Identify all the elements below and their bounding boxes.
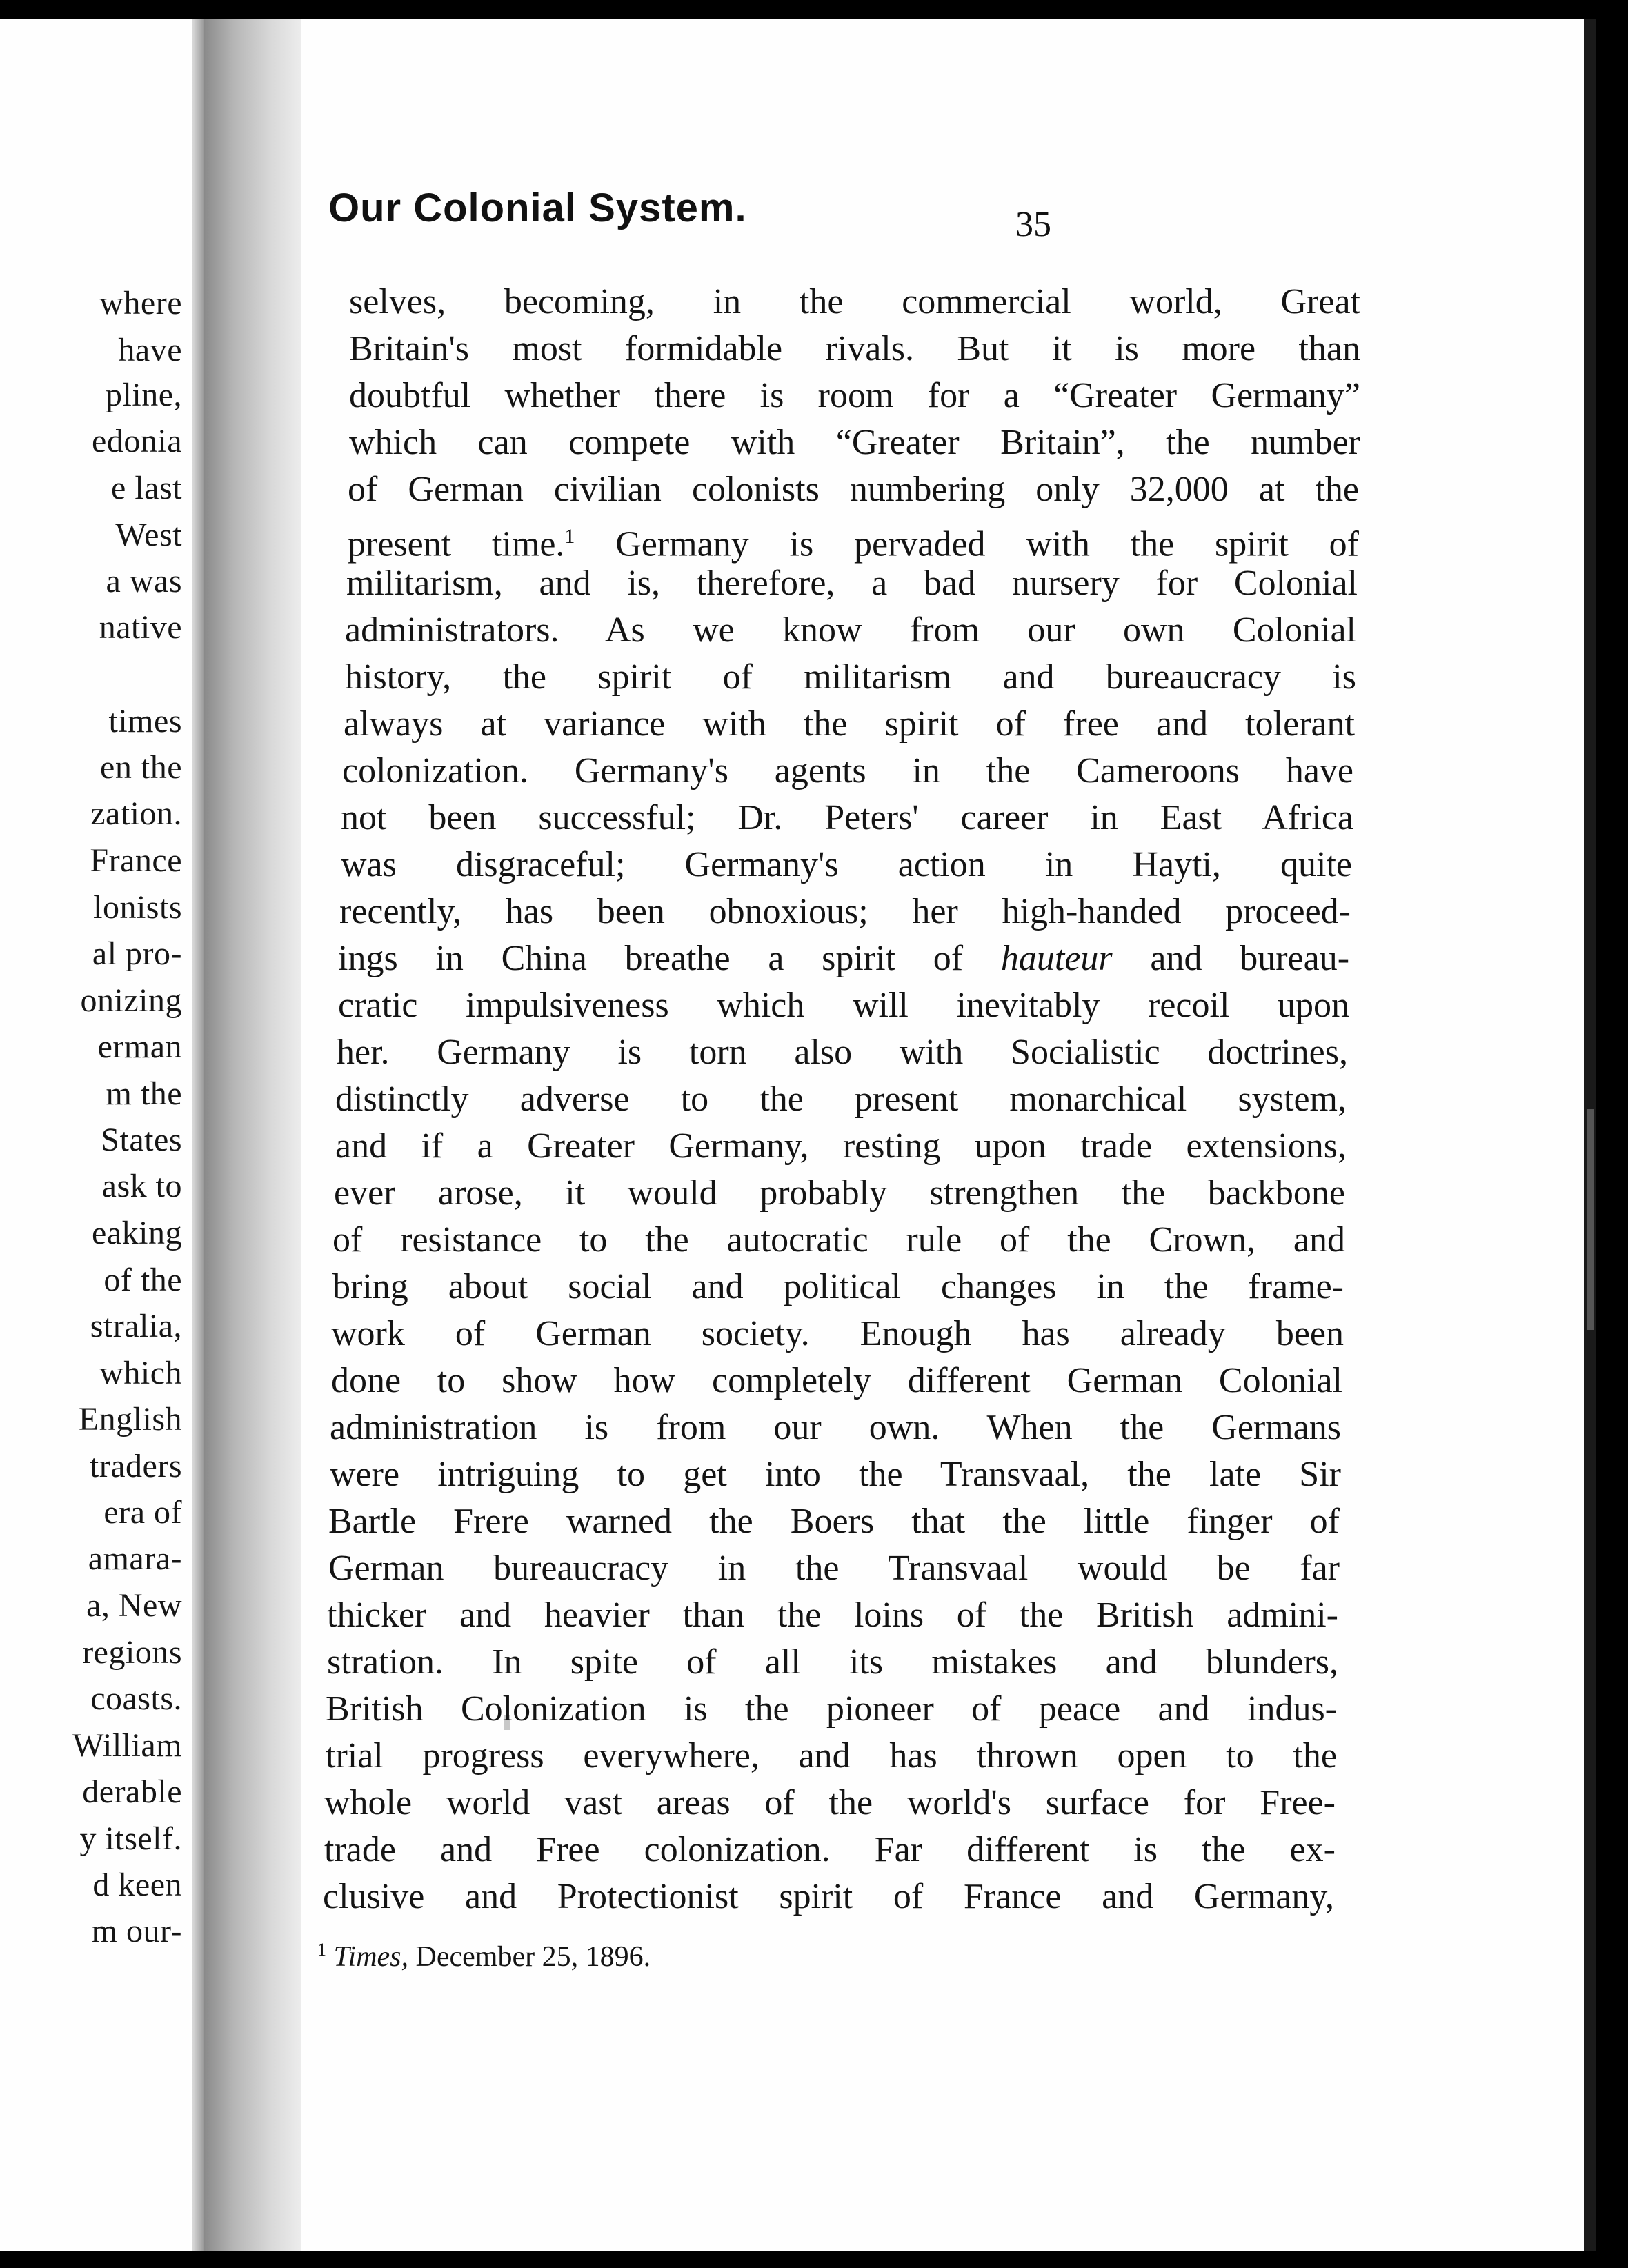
footnote	[317, 1940, 651, 1973]
body-line	[323, 1876, 1334, 1918]
body-line-text: doubtful whether there is room for a “Greater Germany”	[349, 376, 1360, 415]
body-line	[326, 1689, 1337, 1730]
body-line-text: of German civilian colonists numbering only 32,000 at the	[348, 470, 1359, 509]
body-line	[328, 1548, 1340, 1589]
left-page-line: en the	[100, 749, 182, 786]
running-header-title: Our Colonial System.	[328, 186, 747, 230]
body-line	[348, 469, 1359, 510]
body-line-text: and if a Greater Germany, resting upon trade extensions,	[335, 1126, 1347, 1166]
left-page-line: m our-	[91, 1913, 182, 1949]
body-line-text: German bureaucracy in the Transvaal would be far	[328, 1549, 1340, 1588]
left-page-line: erman	[97, 1028, 182, 1065]
body-line	[338, 985, 1349, 1026]
body-line	[341, 797, 1353, 839]
left-page-line: era of	[103, 1494, 182, 1531]
body-line-text: not been successful; Dr. Peters' career in East Africa	[341, 798, 1353, 837]
body-line-text: whole world vast areas of the world's surface for Free-	[324, 1783, 1336, 1822]
body-line	[345, 657, 1356, 698]
body-line	[324, 1782, 1336, 1824]
footnote-marker: 1	[317, 1940, 326, 1960]
body-line-continuation: and bureau-	[1150, 939, 1350, 978]
body-line-text: always at variance with the spirit of free and tolerant	[344, 704, 1355, 744]
left-page-line: amara-	[88, 1540, 182, 1577]
body-line-text: ever arose, it would probably strengthen the backbone	[334, 1173, 1345, 1213]
body-line-text: thicker and heavier than the loins of the British admini-	[327, 1595, 1338, 1635]
left-page-line: a was	[106, 563, 182, 599]
left-page-line: ask to	[101, 1168, 182, 1204]
body-line	[335, 1126, 1347, 1167]
left-page-line: have	[118, 332, 182, 368]
body-line	[332, 1266, 1344, 1308]
left-page-line: West	[115, 517, 182, 553]
left-page-line: William	[72, 1727, 182, 1764]
left-page-line: onizing	[80, 982, 182, 1019]
left-page-line: eaking	[92, 1215, 182, 1251]
left-page-line: lonists	[93, 889, 182, 926]
body-line	[348, 516, 1359, 565]
left-page-line: a, New	[86, 1587, 182, 1624]
body-line	[326, 1735, 1337, 1777]
left-page-line: y itself.	[79, 1820, 182, 1857]
body-line-text: administration is from our own. When the Germans	[330, 1408, 1341, 1447]
body-line	[349, 422, 1360, 464]
body-line	[334, 1173, 1345, 1214]
body-line-text: of resistance to the autocratic rule of the Crown, and	[332, 1220, 1345, 1260]
left-page-line: stralia,	[90, 1308, 182, 1344]
body-line	[338, 938, 1349, 979]
body-line	[346, 563, 1358, 604]
left-page-line: where	[99, 285, 182, 321]
footnote-date: December 25, 1896.	[415, 1941, 651, 1973]
left-page-line: native	[99, 609, 182, 646]
body-line-text: was disgraceful; Germany's action in Hayti, quite	[341, 845, 1352, 884]
footnote-reference: 1	[564, 525, 575, 548]
body-line-text: ings in China breathe a spirit of	[338, 939, 964, 978]
left-page-line: times	[108, 703, 182, 739]
left-page-line: zation.	[90, 795, 182, 832]
body-line	[327, 1642, 1338, 1683]
body-line	[335, 1079, 1347, 1120]
body-line-text: trade and Free colonization. Far different is the ex-	[324, 1830, 1336, 1869]
body-line-continuation: Germany is pervaded with the spirit of	[615, 524, 1359, 564]
left-page-line: traders	[89, 1448, 182, 1484]
left-page	[0, 19, 204, 2251]
body-line	[349, 281, 1360, 323]
book-gutter-shadow	[204, 19, 301, 2251]
left-page-line: of the	[103, 1262, 182, 1298]
left-page-line: derable	[82, 1773, 182, 1810]
body-line	[345, 610, 1356, 651]
body-line	[349, 375, 1360, 417]
left-page-line: m the	[106, 1075, 182, 1112]
body-line-text: selves, becoming, in the commercial world, Great	[349, 282, 1360, 321]
body-line-text: clusive and Protectionist spirit of France and Germany,	[323, 1877, 1334, 1916]
body-line	[324, 1829, 1336, 1871]
body-line-text: history, the spirit of militarism and bureaucracy is	[345, 657, 1356, 697]
body-line	[332, 1220, 1345, 1261]
body-line	[342, 750, 1353, 792]
body-line-text: stration. In spite of all its mistakes and blunders,	[327, 1642, 1338, 1682]
left-page-line: edonia	[92, 423, 182, 459]
body-line-text: trial progress everywhere, and has thrown open to the	[326, 1736, 1337, 1775]
left-page-line: al pro-	[92, 935, 182, 972]
body-line-text: her. Germany is torn also with Socialistic doctrines,	[337, 1033, 1348, 1072]
body-line-text: done to show how completely different German Colonial	[331, 1361, 1342, 1400]
body-line-text: bring about social and political changes in the frame-	[332, 1267, 1344, 1306]
left-page-line: France	[90, 842, 182, 879]
body-line-text: which can compete with “Greater Britain”, the number	[349, 423, 1360, 462]
body-line	[339, 891, 1351, 933]
body-line-text: Britain's most formidable rivals. But it is more than	[349, 329, 1360, 368]
body-line	[331, 1313, 1344, 1355]
body-line-text: work of German society. Enough has already been	[331, 1314, 1344, 1353]
body-line-text: colonization. Germany's agents in the Cameroons have	[342, 751, 1353, 790]
body-line	[327, 1595, 1338, 1636]
body-line	[330, 1407, 1341, 1449]
body-line	[337, 1032, 1348, 1073]
left-page-edge-shadow	[192, 19, 204, 2251]
body-line-text: cratic impulsiveness which will inevitably recoil upon	[338, 986, 1349, 1025]
right-edge-streak	[1587, 1109, 1594, 1330]
body-line	[331, 1360, 1342, 1402]
left-page-line: English	[78, 1401, 182, 1438]
body-line-text: Bartle Frere warned the Boers that the little finger of	[328, 1502, 1340, 1541]
left-page-line: coasts.	[90, 1680, 182, 1717]
body-line-text: administrators. As we know from our own Colonial	[345, 610, 1356, 650]
body-line	[344, 704, 1355, 745]
left-page-line: regions	[82, 1634, 182, 1671]
left-page-line: e last	[111, 470, 182, 506]
body-line-text: present time.	[348, 524, 565, 564]
body-line-text: recently, has been obnoxious; her high-handed proceed-	[339, 892, 1351, 931]
body-line	[330, 1454, 1341, 1495]
body-line	[341, 844, 1352, 886]
body-line	[328, 1501, 1340, 1542]
right-page-edge	[1584, 19, 1596, 2251]
body-line-text: British Colonization is the pioneer of peace and indus-	[326, 1689, 1337, 1729]
body-line	[349, 328, 1360, 370]
body-line-text: were intriguing to get into the Transvaal, the late Sir	[330, 1455, 1341, 1494]
italic-term: hauteur	[1000, 939, 1113, 978]
left-page-line: States	[101, 1122, 182, 1158]
body-line-text: militarism, and is, therefore, a bad nursery for Colonial	[346, 564, 1358, 603]
body-line-text: distinctly adverse to the present monarchical system,	[335, 1080, 1347, 1119]
left-page-line: which	[99, 1355, 182, 1391]
page-number: 35	[1015, 205, 1051, 244]
left-page-line: pline,	[106, 377, 182, 413]
footnote-source: Times,	[333, 1941, 409, 1973]
left-page-line: d keen	[92, 1867, 182, 1903]
